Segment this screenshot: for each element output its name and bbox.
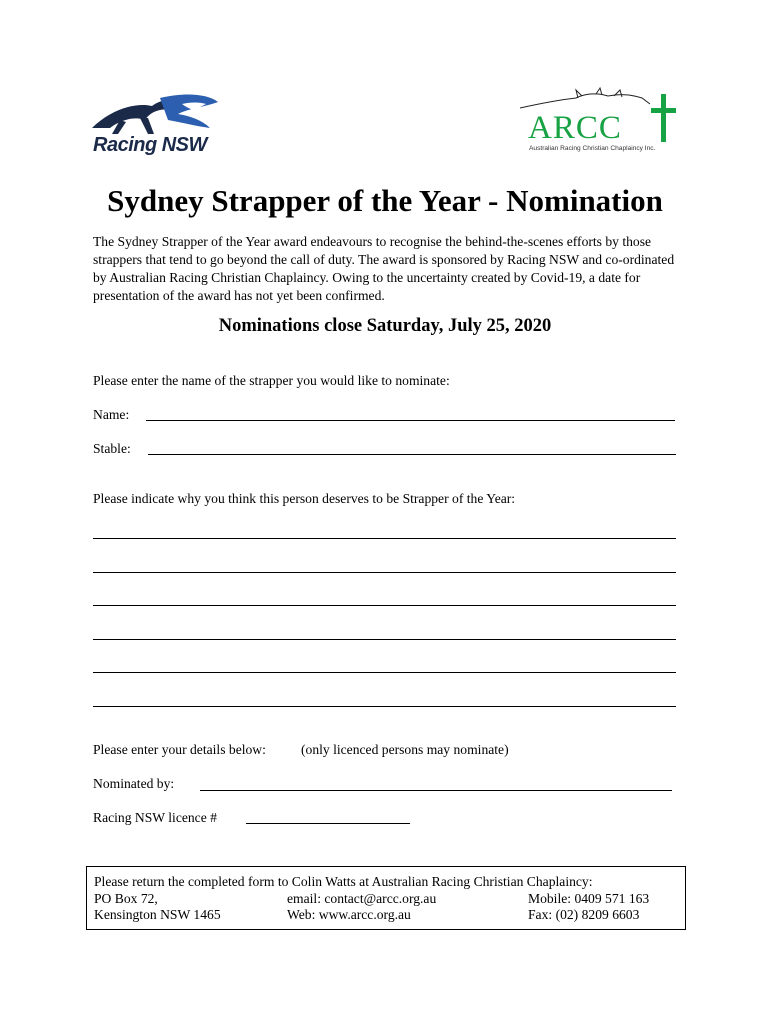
nominator-prompt: Please enter your details below: (93, 742, 266, 757)
return-po-box: PO Box 72, (94, 891, 158, 906)
racing-nsw-horse-emblem (90, 90, 230, 140)
reason-line-5[interactable] (93, 672, 676, 673)
return-suburb: Kensington NSW 1465 (94, 907, 221, 922)
return-email[interactable]: email: contact@arcc.org.au (287, 891, 437, 906)
reason-line-3[interactable] (93, 605, 676, 606)
return-heading: Please return the completed form to Colin Watts at Australian Racing Christian Chaplaincy: (94, 874, 593, 889)
reason-line-4[interactable] (93, 639, 676, 640)
return-web[interactable]: Web: www.arcc.org.au (287, 907, 411, 922)
nominated-by-field[interactable] (200, 790, 672, 791)
racing-nsw-logo (90, 90, 230, 160)
name-field[interactable] (146, 420, 675, 421)
nominator-note: (only licenced persons may nominate) (301, 742, 509, 757)
arcc-logo (518, 86, 680, 158)
reason-line-2[interactable] (93, 572, 676, 573)
intro-paragraph: The Sydney Strapper of the Year award endeavours to recognise the behind-the-scenes efforts by those strappers that tend to go beyond the call of duty. The award is sponsored by Racing NSW and co-ordinated by Australian Racing Christian Chaplaincy. Owing to the uncertainty created by Covid-19, a date for presentation of the award has not yet been confirmed. (93, 234, 675, 303)
arcc-full-name: Australian Racing Christian Chaplaincy Inc. (529, 145, 656, 152)
licence-field[interactable] (246, 823, 410, 824)
return-fax: Fax: (02) 8209 6603 (528, 907, 640, 922)
stable-label: Stable: (93, 441, 131, 456)
return-mobile: Mobile: 0409 571 163 (528, 891, 650, 906)
reason-line-1[interactable] (93, 538, 676, 539)
arcc-wordmark: ARCC (528, 110, 622, 146)
nominee-prompt: Please enter the name of the strapper you would like to nominate: (93, 373, 450, 388)
nominated-by-label: Nominated by: (93, 776, 175, 791)
reason-prompt: Please indicate why you think this person deserves to be Strapper of the Year: (93, 491, 516, 506)
reason-line-6[interactable] (93, 706, 676, 707)
stable-field[interactable] (148, 454, 676, 455)
name-label: Name: (93, 407, 130, 422)
page-title: Sydney Strapper of the Year - Nomination (107, 183, 663, 218)
deadline-heading: Nominations close Saturday, July 25, 2020 (218, 316, 552, 336)
return-details-box (86, 866, 686, 930)
racing-nsw-wordmark: Racing NSW (93, 134, 207, 156)
licence-label: Racing NSW licence # (93, 810, 217, 825)
